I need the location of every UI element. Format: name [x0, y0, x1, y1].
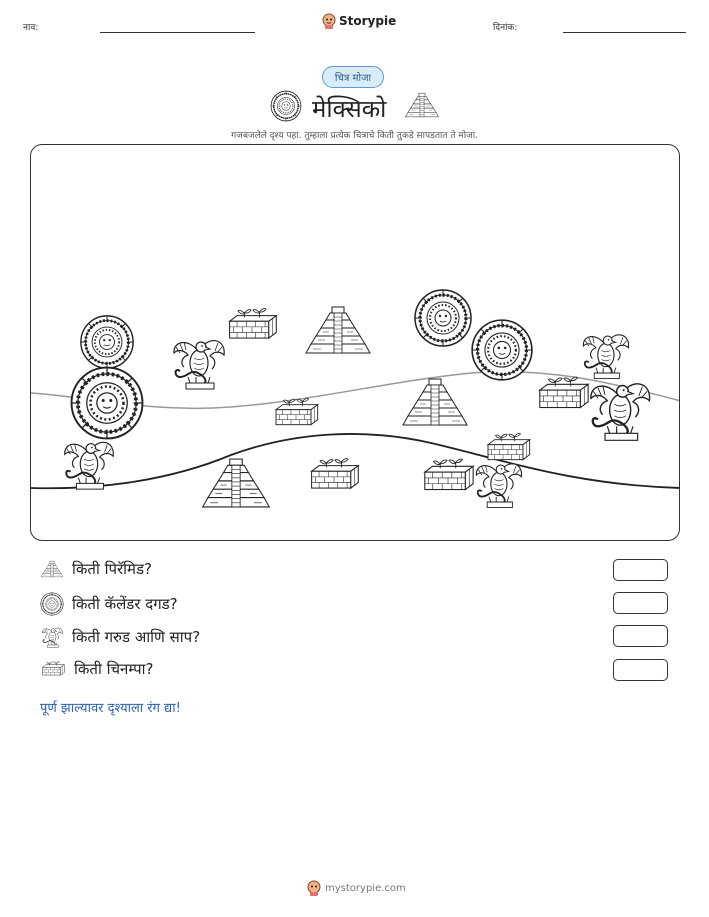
eagle-snake-scene-3: [591, 384, 650, 441]
page-title: मेक्सिको: [312, 95, 387, 123]
question-text: किती गरुड आणि साप?: [72, 628, 201, 646]
date-field-line[interactable]: [563, 32, 686, 33]
chinampa-icon: [40, 659, 66, 679]
pyramid-scene-1: [306, 307, 370, 353]
question-calendar-stones: [40, 592, 178, 616]
name-field-line[interactable]: [100, 32, 255, 33]
date-label: दिनांक:: [493, 23, 518, 33]
eagle-snake-scene-4: [65, 442, 114, 489]
question-text: किती कॅलेंडर दगड?: [72, 595, 178, 613]
instructions: गजबजलेले दृश्य पहा. तुम्हाला प्रत्येक चित्राचे किती तुकडे सापडतात ते मोजा.: [231, 131, 478, 141]
brand-name: Storypie: [339, 14, 397, 28]
calendar-stone-scene-3: [415, 290, 471, 346]
storypie-mascot-icon: [322, 13, 336, 29]
chinampa-scene-4: [488, 433, 530, 459]
chinampa-scene-1: [230, 309, 277, 338]
chinampa-scene-3: [540, 377, 588, 408]
scene-panel: [30, 144, 680, 541]
storypie-mascot-icon: [307, 880, 321, 896]
pyramid-icon: [40, 559, 64, 579]
calendar-stone-scene-2: [72, 368, 143, 439]
calendar-stone-scene-1: [81, 316, 133, 368]
calendar-stone-icon: [40, 592, 64, 616]
eagle-snake-scene-1: [174, 341, 224, 389]
question-text: किती पिरॅमिड?: [72, 560, 152, 578]
eagle-snake-scene-5: [476, 464, 521, 508]
answer-box-pyramids[interactable]: [613, 559, 668, 581]
brand-logo: [322, 13, 396, 29]
answer-box-chinampas[interactable]: [613, 659, 668, 681]
footer-site: [307, 880, 406, 896]
question-pyramids: [40, 559, 152, 579]
pyramid-scene-2: [403, 379, 467, 425]
site-url: mystorypie.com: [325, 882, 406, 894]
answer-box-eagles[interactable]: [613, 625, 668, 647]
eagle-snake-scene-2: [583, 335, 628, 379]
completion-note: पूर्ण झाल्यावर दृश्याला रंग द्या!: [40, 701, 181, 716]
pyramid-scene-3: [203, 459, 270, 507]
calendar-stone-scene-4: [472, 320, 532, 380]
question-text: किती चिनम्पा?: [74, 660, 154, 678]
chinampa-scene-2: [276, 398, 318, 424]
question-eagles: [40, 625, 200, 649]
pyramid-icon: [404, 90, 440, 120]
eagle-snake-icon: [40, 625, 64, 649]
name-label: नाव:: [23, 23, 39, 33]
answer-box-calendar-stones[interactable]: [613, 592, 668, 614]
calendar-stone-icon: [270, 90, 302, 122]
chinampa-scene-6: [425, 459, 473, 490]
activity-badge: चित्र मोजा: [322, 66, 384, 88]
question-chinampas: [40, 659, 154, 679]
scene-illustration: [31, 145, 680, 541]
chinampa-scene-5: [312, 459, 359, 488]
